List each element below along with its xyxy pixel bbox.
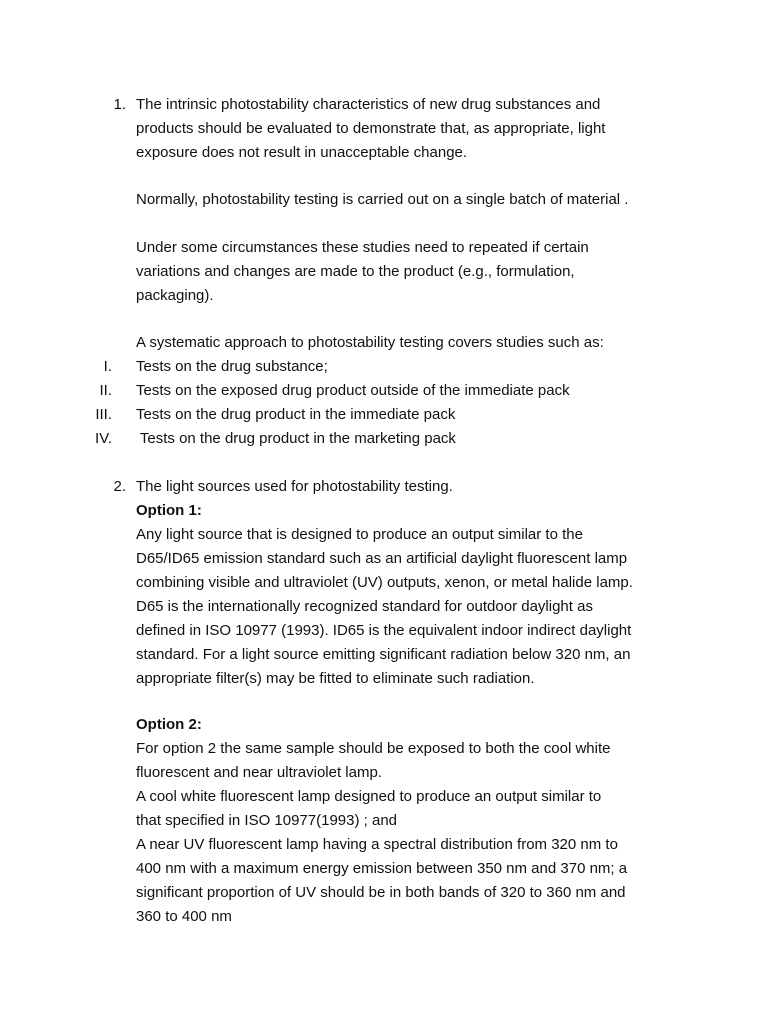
section-1-number: 1.: [113, 96, 126, 113]
option-1-line-7: appropriate filter(s) may be fitted to eliminate such radiation.: [136, 670, 535, 687]
list-item-2-marker: II.: [99, 382, 112, 399]
list-item-3-text: Tests on the drug product in the immediate pack: [136, 406, 456, 423]
list-item-3-marker: III.: [95, 406, 112, 423]
section-1-para3-line-1: Under some circumstances these studies need to repeated if certain: [136, 239, 589, 256]
option-2-title: Option 2:: [136, 716, 202, 733]
section-1-para3-line-3: packaging).: [136, 287, 214, 304]
option-1-line-1: Any light source that is designed to produce an output similar to the: [136, 526, 583, 543]
option-2-line-8: 360 to 400 nm: [136, 908, 232, 925]
list-item-1-text: Tests on the drug substance;: [136, 358, 328, 375]
list-item-2-text: Tests on the exposed drug product outside of the immediate pack: [136, 382, 570, 399]
option-2-line-1: For option 2 the same sample should be exposed to both the cool white: [136, 740, 611, 757]
section-2-number: 2.: [113, 478, 126, 495]
option-1-line-4: D65 is the internationally recognized standard for outdoor daylight as: [136, 598, 593, 615]
option-1-line-2: D65/ID65 emission standard such as an artificial daylight fluorescent lamp: [136, 550, 628, 567]
option-2-line-3: A cool white fluorescent lamp designed to produce an output similar to: [136, 788, 602, 805]
list-item-4-marker: IV.: [95, 430, 112, 447]
option-2-line-4: that specified in ISO 10977(1993) ; and: [136, 812, 398, 829]
section-1-intro-line-1: The intrinsic photostability characteristics of new drug substances and: [136, 96, 601, 113]
option-2-line-6: 400 nm with a maximum energy emission between 350 nm and 370 nm; a: [136, 860, 628, 877]
section-1-paragraph-2: Normally, photostability testing is carried out on a single batch of material .: [136, 191, 629, 208]
list-item-4-text: Tests on the drug product in the marketing pack: [136, 430, 456, 447]
list-item-1-marker: I.: [103, 358, 112, 375]
section-1-paragraph-4: A systematic approach to photostability testing covers studies such as:: [136, 334, 604, 351]
option-1-line-3: combining visible and ultraviolet (UV) outputs, xenon, or metal halide lamp.: [136, 574, 633, 591]
option-1-line-5: defined in ISO 10977 (1993). ID65 is the equivalent indoor indirect daylight: [136, 622, 632, 639]
option-1-line-6: standard. For a light source emitting significant radiation below 320 nm, an: [136, 646, 631, 663]
option-2-line-7: significant proportion of UV should be in both bands of 320 to 360 nm and: [136, 884, 626, 901]
option-2-line-5: A near UV fluorescent lamp having a spectral distribution from 320 nm to: [136, 836, 618, 853]
section-1-intro-line-3: exposure does not result in unacceptable change.: [136, 144, 468, 161]
section-2-heading: The light sources used for photostability testing.: [136, 478, 453, 495]
option-2-line-2: fluorescent and near ultraviolet lamp.: [136, 764, 382, 781]
option-1-title: Option 1:: [136, 502, 202, 519]
section-1-intro-line-2: products should be evaluated to demonstrate that, as appropriate, light: [136, 120, 606, 137]
section-1-para3-line-2: variations and changes are made to the product (e.g., formulation,: [136, 263, 575, 280]
